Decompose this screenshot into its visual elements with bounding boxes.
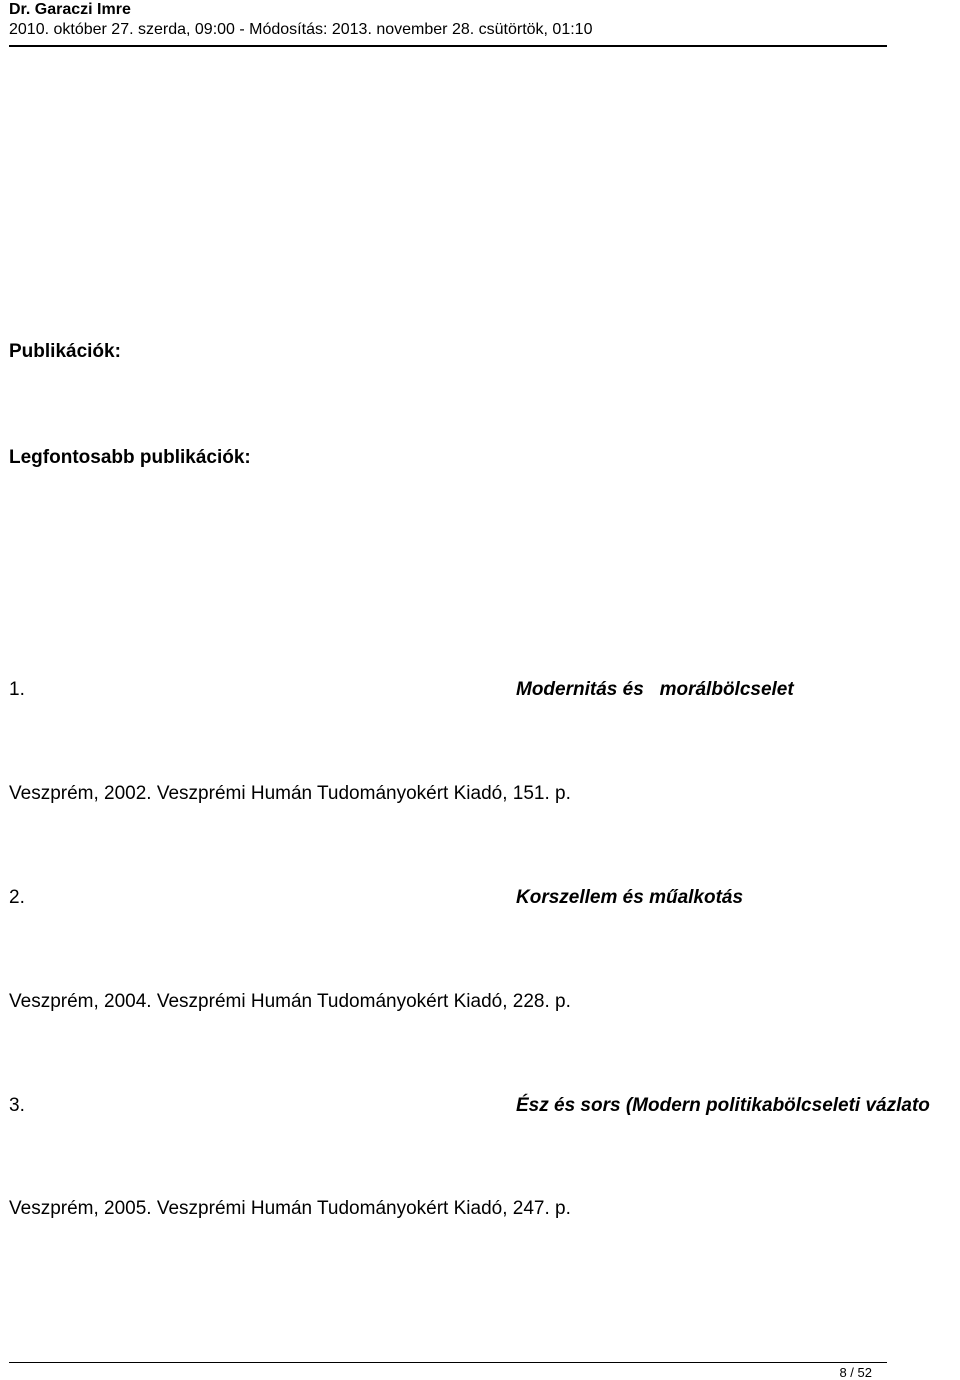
header-author: Dr. Garaczi Imre [9, 1, 131, 18]
publication-detail: Veszprém, 2002. Veszprémi Humán Tudományokért Kiadó, 151. p. [9, 783, 571, 804]
page-footer [9, 1362, 887, 1380]
header-date-line: 2010. október 27. szerda, 09:00 - Módosítás: 2013. november 28. csütörtök, 01:10 [9, 21, 593, 38]
page-header [9, 0, 887, 47]
section-title: Publikációk: [9, 341, 121, 362]
publication-detail: Veszprém, 2005. Veszprémi Humán Tudományokért Kiadó, 247. p. [9, 1198, 571, 1219]
publication-number: 1. [9, 679, 25, 700]
subsection-title: Legfontosabb publikációk: [9, 447, 251, 468]
publication-title: Modernitás és morálbölcselet [516, 679, 794, 700]
publication-detail: Veszprém, 2004. Veszprémi Humán Tudományokért Kiadó, 228. p. [9, 991, 571, 1012]
publication-title: Ész és sors (Modern politikabölcseleti vázlato [516, 1095, 930, 1116]
page-number: 8 / 52 [839, 1365, 872, 1380]
publication-number: 2. [9, 887, 25, 908]
publication-number: 3. [9, 1095, 25, 1116]
publication-title: Korszellem és műalkotás [516, 887, 744, 908]
